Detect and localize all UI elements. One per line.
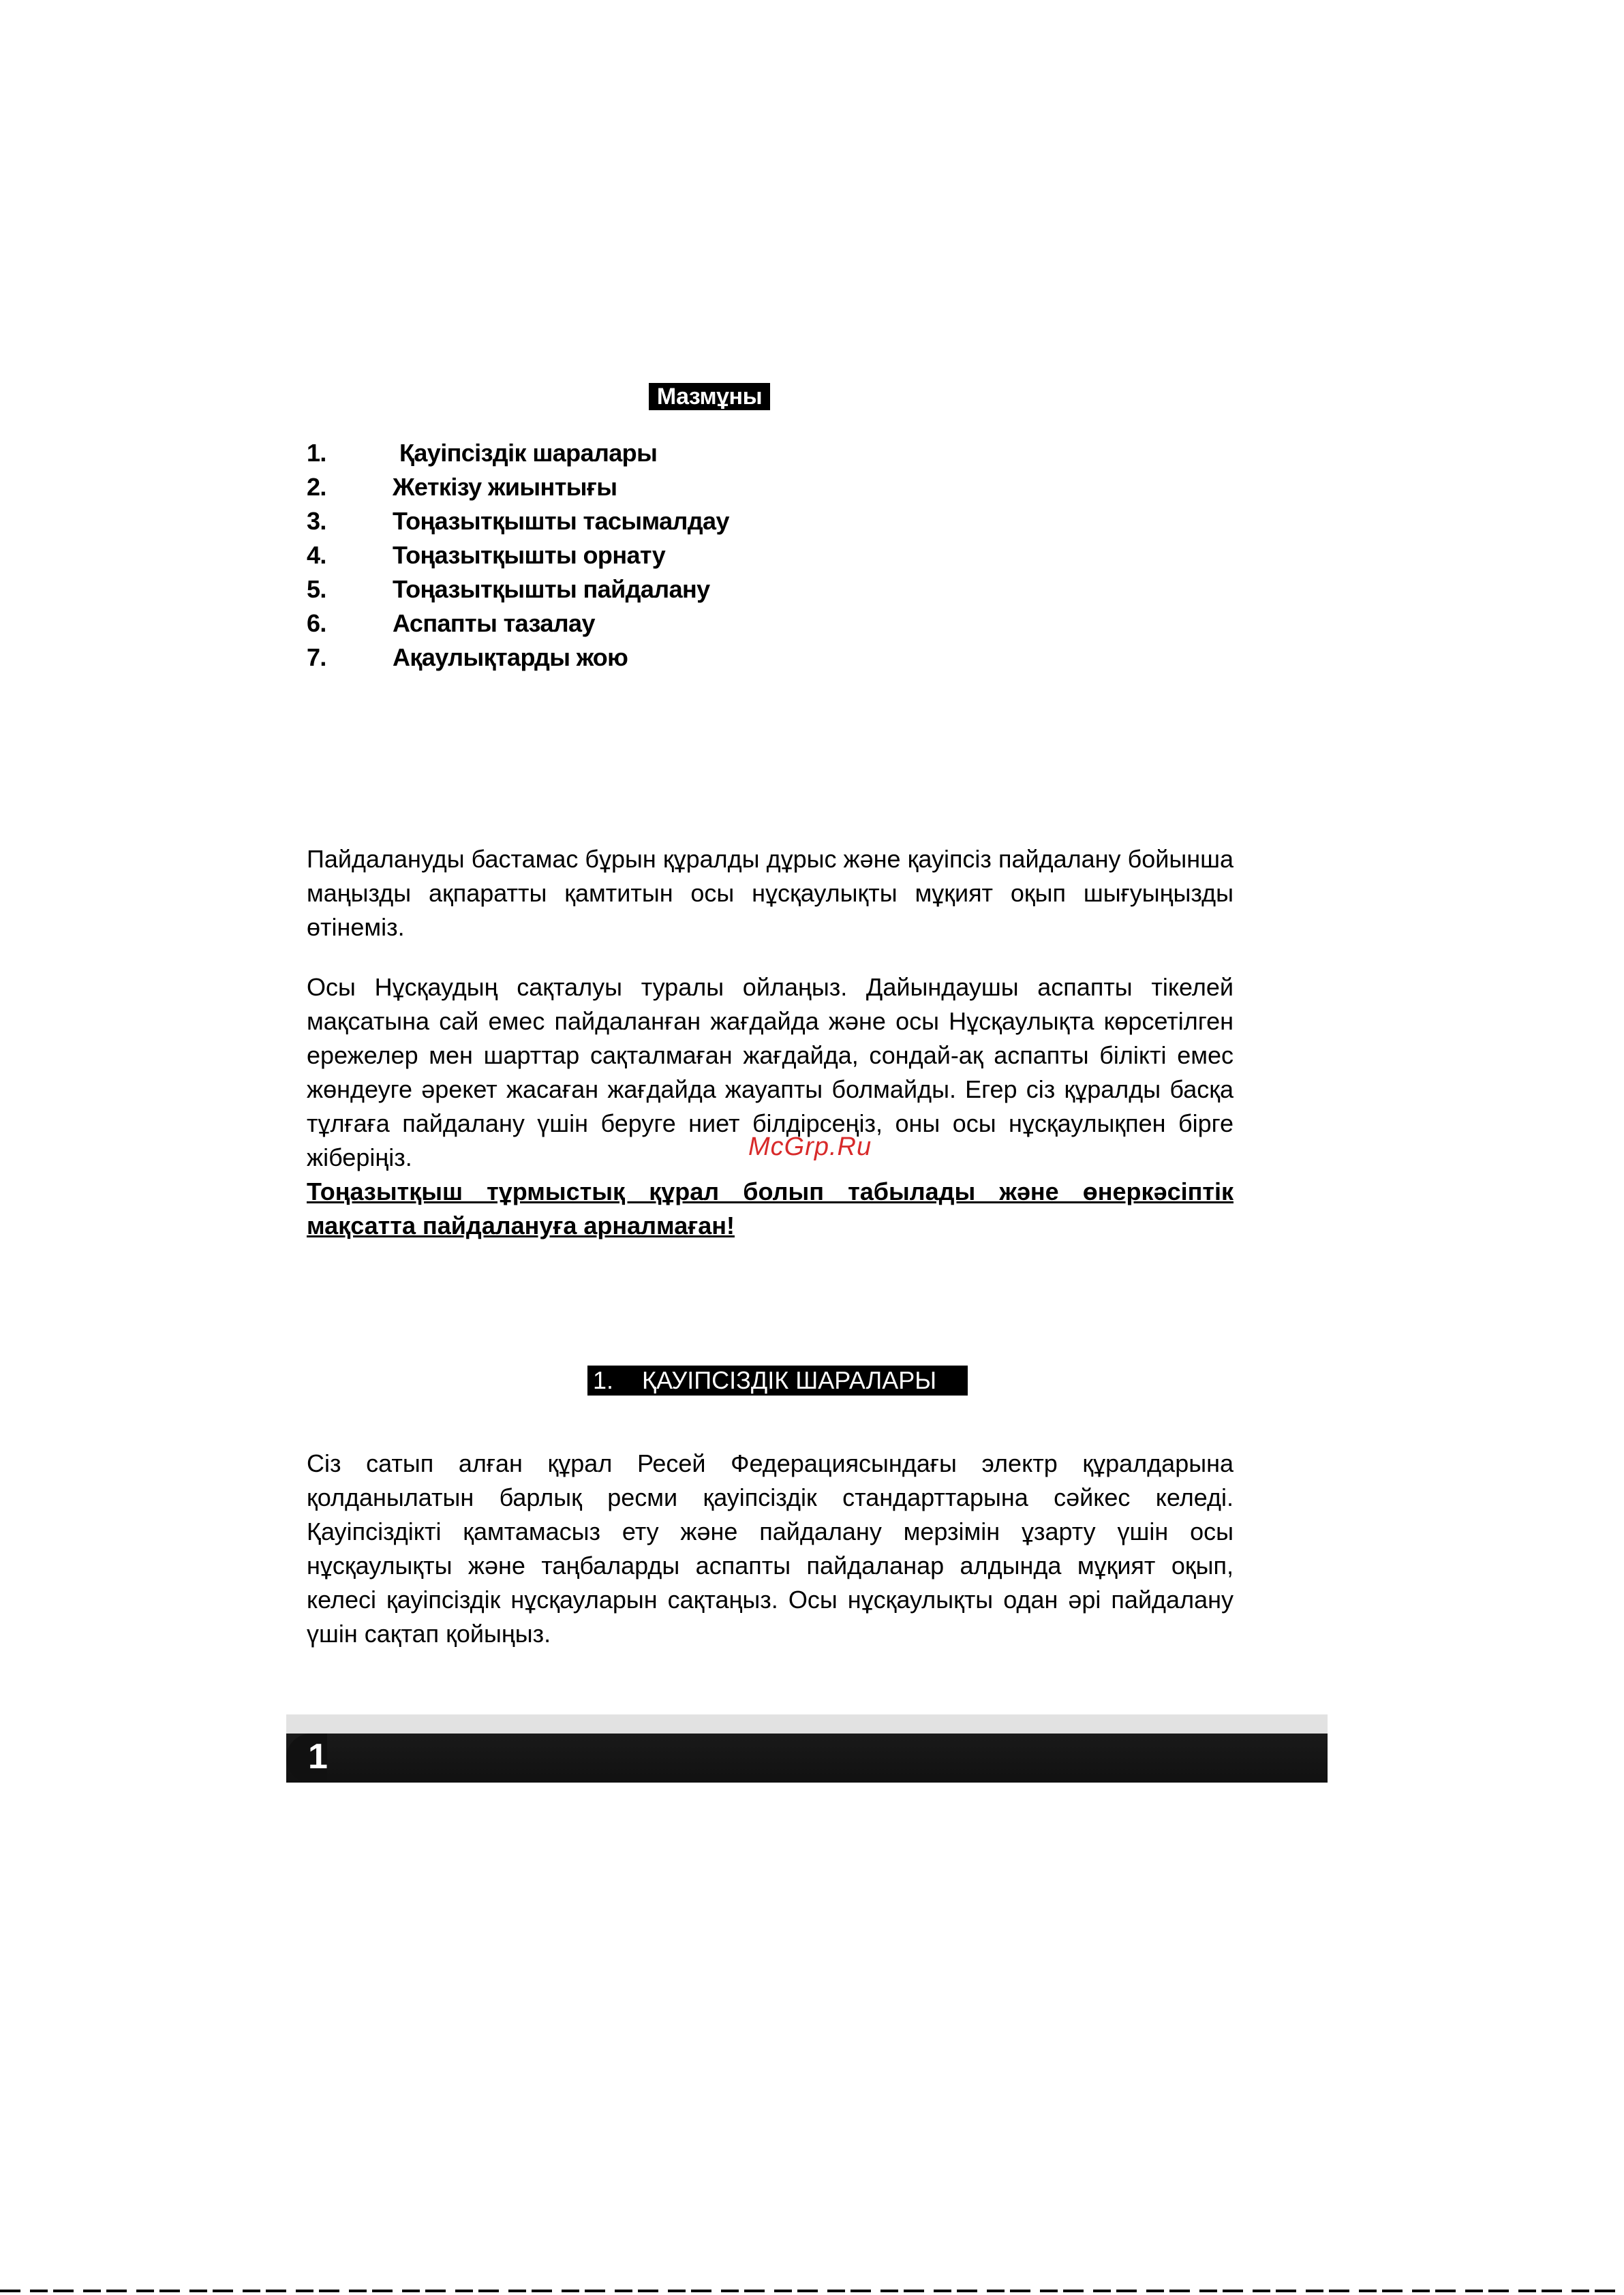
table-of-contents: [307, 436, 920, 675]
toc-item-label: Аспапты тазалау: [393, 609, 595, 637]
toc-item: [307, 436, 920, 470]
toc-item: [307, 606, 920, 641]
toc-item-number: 2.: [307, 473, 326, 501]
toc-item: [307, 538, 920, 572]
scan-edge-line: [0, 2290, 1624, 2292]
toc-item-label: Ақаулықтарды жою: [393, 643, 628, 671]
toc-item-label: Қауіпсіздік шаралары: [399, 439, 658, 467]
toc-item-number: 7.: [307, 643, 326, 671]
household-use-warning: Тоңазытқыш тұрмыстық құрал болып табылады және өнеркәсіптік мақсатта пайдалануға арналмаған!: [307, 1177, 1234, 1239]
section-number: 1.: [593, 1366, 614, 1394]
instruction-storage-paragraph: Осы Нұсқаудың сақталуы туралы ойлаңыз. Дайындаушы аспапты тікелей мақсатына сай емес пайдаланған жағдайда және осы Нұсқаулықта көрсетілген ережелер мен шарттар сақталмаған жағдайда, сондай-ақ аспапты білікті емес жөндеуге әрекет жасаған жағдайда жауапты болмайды. Егер сіз құралды басқа тұлғаға пайдалану үшін беруге ниет білдірсеңіз, оны осы нұсқаулықпен бірге жіберіңіз.: [307, 973, 1234, 1171]
intro-paragraph: Пайдалануды бастамас бұрын құралды дұрыс және қауіпсіз пайдалану бойынша маңызды ақпаратты қамтитын осы нұсқаулықты мұқият оқып шығуыңызды өтінеміз.: [307, 845, 1234, 941]
toc-item: [307, 470, 920, 504]
toc-item-number: 6.: [307, 609, 326, 637]
watermark: McGrp.Ru: [748, 1133, 872, 1161]
toc-item: [307, 641, 920, 675]
toc-item-number: 5.: [307, 575, 326, 603]
toc-item-label: Жеткізу жиынтығы: [393, 473, 617, 501]
section-heading: [587, 1366, 968, 1396]
toc-item-label: Тоңазытқышты пайдалану: [393, 575, 710, 603]
toc-item: [307, 504, 920, 538]
toc-item-label: Тоңазытқышты орнату: [393, 541, 666, 569]
section-title: ҚАУІПСІЗДІК ШАРАЛАРЫ: [642, 1366, 937, 1394]
page-number: 1: [308, 1737, 328, 1776]
toc-item-number: 4.: [307, 541, 326, 569]
toc-item: [307, 572, 920, 606]
toc-item-number: 3.: [307, 507, 326, 535]
toc-item-label: Тоңазытқышты тасымалдау: [393, 507, 729, 535]
toc-item-number: 1.: [307, 439, 326, 467]
footer-bar: [286, 1714, 1328, 1783]
toc-title: Мазмұны: [649, 383, 770, 410]
safety-paragraph: Сіз сатып алған құрал Ресей Федерациясындағы электр құралдарына қолданылатын барлық ресми қауіпсіздік стандарттарына сәйкес келеді. Қауіпсіздікті қамтамасыз ету және пайдалану мерзімін ұзарту үшін осы нұсқаулықты және таңбаларды аспапты пайдаланар алдында мұқият оқып, келесі қауіпсіздік нұсқауларын сақтаңыз. Осы нұсқаулықты одан әрі пайдалану үшін сақтап қойыңыз.: [307, 1449, 1234, 1648]
